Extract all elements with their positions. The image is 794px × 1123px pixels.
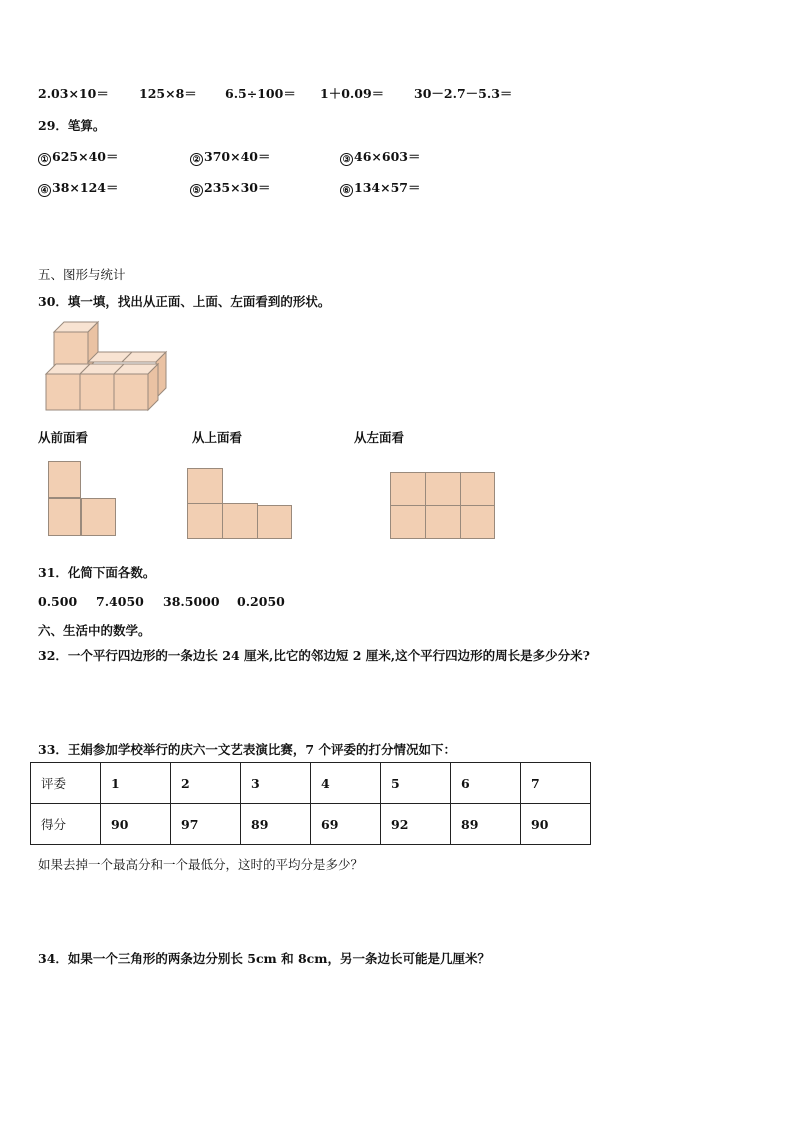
q29-title: 29．笔算。	[38, 118, 106, 133]
q31-title: 31．化简下面各数。	[38, 565, 156, 580]
q29-item: ⑥ 134×57＝	[340, 178, 420, 197]
q29-item: ④ 38×124＝	[38, 178, 118, 197]
q29-item: ③ 46×603＝	[340, 147, 420, 166]
view-label-front: 从前面看	[38, 430, 89, 445]
score-cell: 89	[451, 804, 521, 845]
score-cell: 89	[241, 804, 311, 845]
top-view-figure	[187, 468, 295, 540]
section-heading: 六、生活中的数学。	[38, 623, 151, 638]
calc-item: 6.5÷100＝	[225, 86, 296, 101]
q31-number: 38.5000	[163, 594, 220, 609]
judge-cell: 7	[521, 763, 591, 804]
q31-number: 0.500	[38, 594, 78, 609]
q32-text: 32．一个平行四边形的一条边长 24 厘米,比它的邻边短 2 厘米,这个平行四边形的周长是多少分米?	[38, 648, 590, 663]
section-heading: 五、图形与统计	[38, 267, 126, 282]
score-cell: 90	[101, 804, 171, 845]
score-table	[30, 762, 591, 845]
q31-number: 0.2050	[237, 594, 285, 609]
judge-cell: 6	[451, 763, 521, 804]
score-cell: 69	[311, 804, 381, 845]
judge-cell: 4	[311, 763, 381, 804]
calc-item: 125×8＝	[139, 86, 197, 101]
q29-item: ① 625×40＝	[38, 147, 118, 166]
calc-item: 30－2.7－5.3＝	[414, 86, 513, 101]
q34-text: 34．如果一个三角形的两条边分别长 5cm 和 8cm，另一条边长可能是几厘米？	[38, 951, 491, 966]
table-row	[31, 763, 591, 804]
left-view-figure	[390, 472, 496, 540]
judge-cell: 2	[171, 763, 241, 804]
calc-item: 1＋0.09＝	[320, 86, 385, 101]
front-view-figure	[48, 461, 118, 537]
table-row	[31, 804, 591, 845]
score-cell: 90	[521, 804, 591, 845]
view-label-top: 从上面看	[192, 430, 243, 445]
judge-cell: 5	[381, 763, 451, 804]
row-label: 评委	[31, 763, 101, 804]
q29-item: ⑤ 235×30＝	[190, 178, 270, 197]
score-cell: 92	[381, 804, 451, 845]
cube-stack-figure	[44, 320, 174, 415]
score-cell: 97	[171, 804, 241, 845]
judge-cell: 1	[101, 763, 171, 804]
row-label: 得分	[31, 804, 101, 845]
judge-cell: 3	[241, 763, 311, 804]
view-label-left: 从左面看	[354, 430, 405, 445]
q33-question: 如果去掉一个最高分和一个最低分，这时的平均分是多少？	[38, 857, 364, 872]
q33-title: 33．王娟参加学校举行的庆六一文艺表演比赛，7 个评委的打分情况如下：	[38, 742, 456, 757]
q30-title: 30．填一填，找出从正面、上面、左面看到的形状。	[38, 294, 331, 309]
q31-number: 7.4050	[96, 594, 144, 609]
q29-item: ② 370×40＝	[190, 147, 270, 166]
calc-item: 2.03×10＝	[38, 86, 109, 101]
